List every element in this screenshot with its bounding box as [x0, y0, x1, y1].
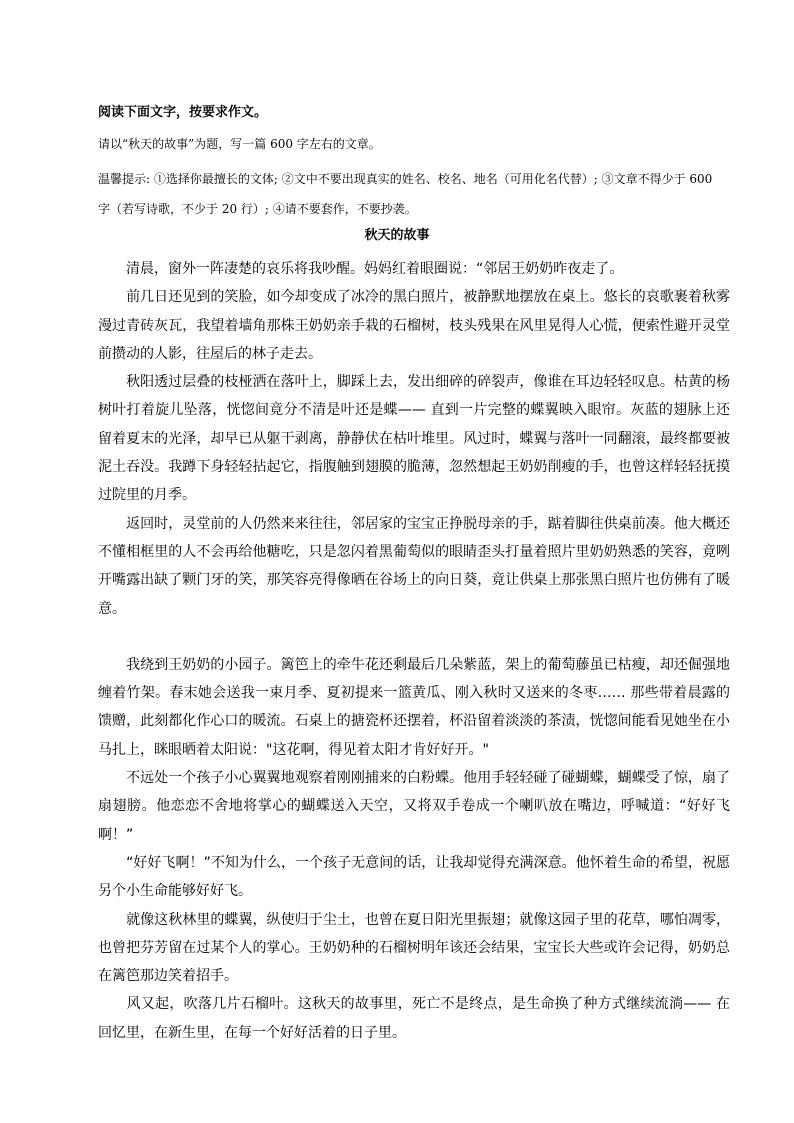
writing-tips: 温馨提示: ①选择你最擅长的文体; ②文中不要出现真实的姓名、校名、地名（可用化名代替）; ③文章不得少于 600 字（若写诗歌，不少于 20 行）; ④请不要套作，不要抄袭。	[98, 172, 713, 216]
essay-paragraph-3: 秋阳透过层叠的枝桠洒在落叶上，脚踩上去，发出细碎的碎裂声，像谁在耳边轻轻叹息。枯黄的杨树叶打着旋儿坠落，恍惚间竟分不清是叶还是蝶—— 直到一片完整的蝶翼映入眼帘。灰蓝的翅脉上还留着夏末的光泽，却早已从躯干剥离，静静伏在枯叶堆里。风过时，蝶翼与落叶一同翻滚，最终都要被泥土吞没。我蹲下身轻轻拈起它，指腹触到翅膜的脆薄，忽然想起王奶奶削瘦的手，也曾这样轻轻抚摸过院里的月季。	[98, 374, 731, 504]
essay-paragraph-5: 我绕到王奶奶的小园子。篱笆上的牵牛花还剩最后几朵紫蓝，架上的葡萄藤虽已枯瘦，却还倔强地缠着竹架。春末她会送我一束月季、夏初提来一篮黄瓜、刚入秋时又送来的冬枣…… 那些带着晨露的馈赠，此刻都化作心口的暖流。石桌上的搪瓷杯还摆着，杯沿留着淡淡的茶渍，恍惚间能看见她坐在小马扎上，眯眼晒着太阳说："这花啊，得见着太阳才肯好好开。"	[98, 656, 731, 758]
essay-paragraph-9: 风又起，吹落几片石榴叶。这秋天的故事里，死亡不是终点，是生命换了种方式继续流淌—— 在回忆里，在新生里，在每一个好好活着的日子里。	[98, 996, 731, 1041]
instruction-heading: 阅读下面文字，按要求作文。	[98, 105, 268, 120]
essay-body	[98, 255, 730, 1047]
essay-paragraph-8: 就像这秋林里的蝶翼，纵使归于尘土，也曾在夏日阳光里振翅；就像这园子里的花草，哪怕凋零，也曾把芬芳留在过某个人的掌心。王奶奶种的石榴树明年该还会结果，宝宝长大些或许会记得，奶奶总在篱笆那边笑着招手。	[98, 911, 731, 985]
essay-title: 秋天的故事	[364, 228, 430, 243]
essay-paragraph-7: “好好飞啊！”不知为什么，一个孩子无意间的话，让我却觉得充满深意。他怀着生命的希望，祝愿另个小生命能够好好飞。	[98, 854, 730, 900]
essay-paragraph-1: 清晨，窗外一阵凄楚的哀乐将我吵醒。妈妈红着眼圈说：“邻居王奶奶昨夜走了。	[126, 261, 624, 277]
writing-prompt: 请以“秋天的故事”为题，写一篇 600 字左右的文章。	[98, 137, 381, 151]
essay-paragraph-6: 不远处一个孩子小心翼翼地观察着刚刚捕来的白粉蝶。他用手轻轻碰了碰蝴蝶，蝴蝶受了惊，扇了扇翅膀。他恋恋不舍地将掌心的蝴蝶送入天空，又将双手卷成一个喇叭放在嘴边，呼喊道：“好好飞啊！”	[98, 770, 731, 843]
essay-paragraph-4: 返回时，灵堂前的人仍然来来往往，邻居家的宝宝正挣脱母亲的手，踮着脚往供桌前凑。他大概还不懂相框里的人不会再给他糖吃，只是忽闪着黑葡萄似的眼睛歪头打量着照片里奶奶熟悉的笑容，竟咧开嘴露出缺了颗门牙的笑，那笑容亮得像晒在谷场上的向日葵，竟让供桌上那张黑白照片也仿佛有了暖意。	[98, 515, 731, 617]
essay-paragraph-2: 前几日还见到的笑脸，如今却变成了冰冷的黑白照片，被静默地摆放在桌上。悠长的哀歌裹着秋雾漫过青砖灰瓦，我望着墙角那株王奶奶亲手栽的石榴树，枝头残果在风里晃得人心慌，便索性避开灵堂前攒动的人影，往屋后的林子走去。	[98, 289, 731, 362]
